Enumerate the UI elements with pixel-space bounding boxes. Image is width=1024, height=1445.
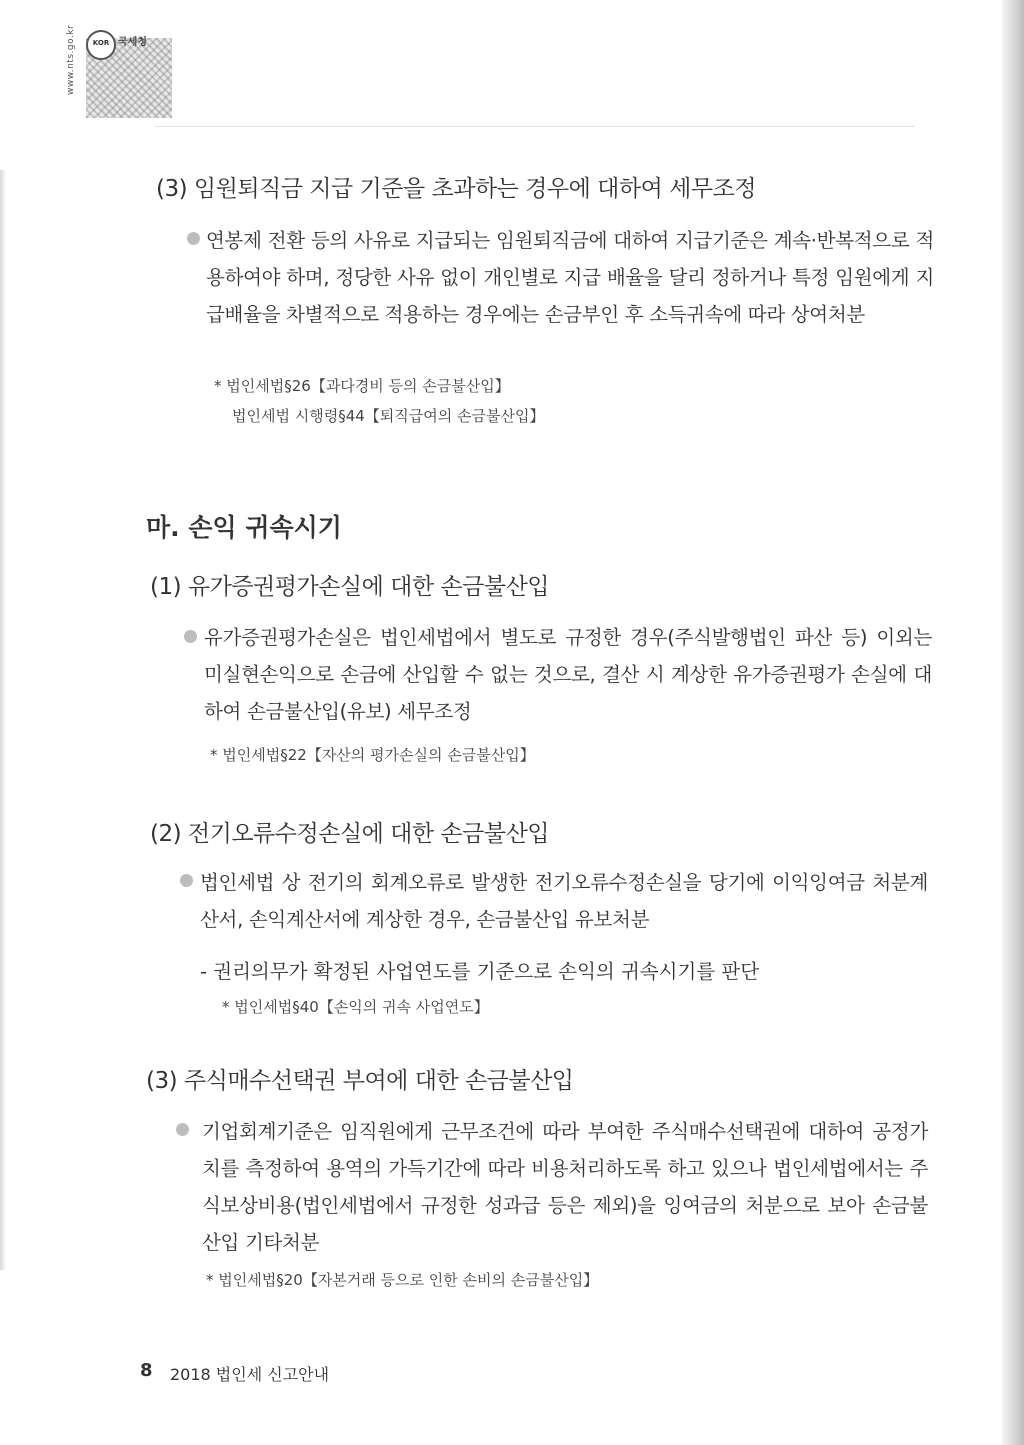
header-divider xyxy=(155,126,915,127)
logo-url: www.nts.go.kr xyxy=(66,24,76,95)
logo-name: 국세청 xyxy=(118,37,147,48)
page-number: 8 xyxy=(140,1360,153,1381)
bullet-icon xyxy=(180,874,193,887)
page-binding-shadow xyxy=(0,170,6,1270)
paragraph-securities: 유가증권평가손실은 법인세법에서 별도로 규정한 경우(주식발행법인 파산 등) 이외는 미실현손익으로 손금에 산입할 수 없는 것으로, 결산 시 계상한 유가증권평가 손실에 대하여 손금불산입(유보) 세무조정 xyxy=(204,626,932,723)
section-heading-stock-options: (3) 주식매수선택권 부여에 대한 손금불산입 xyxy=(146,1068,574,1094)
bullet-icon xyxy=(176,1123,189,1136)
legal-note: 법인세법 시행령§44【퇴직급여의 손금불산입】 xyxy=(232,407,545,425)
legal-note: * 법인세법§20【자본거래 등으로 인한 손비의 손금불산입】 xyxy=(206,1271,599,1289)
section-heading-retirement: (3) 임원퇴직금 지급 기준을 초과하는 경우에 대하여 세무조정 xyxy=(156,176,756,202)
footer-title: 2018 법인세 신고안내 xyxy=(170,1365,330,1384)
legal-note: * 법인세법§26【과다경비 등의 손금불산입】 xyxy=(214,377,510,395)
legal-note: * 법인세법§22【자산의 평가손실의 손금불산입】 xyxy=(210,746,535,764)
paragraph-retirement: 연봉제 전환 등의 사유로 지급되는 임원퇴직금에 대하여 지급기준은 계속·반복적으로 적용하여야 하며, 정당한 사유 없이 개인별로 지급 배율을 달리 정하거나 특정 임원에게 지급배율을 차별적으로 적용하는 경우에는 손금부인 후 소득귀속에 따라 상여처분 xyxy=(206,229,934,326)
bullet-icon xyxy=(187,232,200,245)
page-edge-shadow xyxy=(1002,0,1024,1445)
paragraph-stock-options: 기업회계기준은 임직원에게 근무조건에 따라 부여한 주식매수선택권에 대하여 공정가치를 측정하여 용역의 가득기간에 따라 비용처리하도록 하고 있으나 법인세법에서는 주식보상비용(법인세법에서 규정한 성과급 등은 제외)을 잉여금의 처분으로 보아 손금불산입 기타처분 xyxy=(202,1120,928,1254)
dash-item: - 권리의무가 확정된 사업연도를 기준으로 손익의 귀속시기를 판단 xyxy=(200,960,760,983)
paragraph-prior-error: 법인세법 상 전기의 회계오류로 발생한 전기오류수정손실을 당기에 이익잉여금 처분계산서, 손익계산서에 계상한 경우, 손금불산입 유보처분 xyxy=(200,871,928,931)
section-title-income-timing: 마. 손익 귀속시기 xyxy=(146,513,342,542)
legal-note: * 법인세법§40【손익의 귀속 사업연도】 xyxy=(222,998,489,1016)
nts-emblem-icon: KOR xyxy=(86,30,116,60)
section-heading-prior-error: (2) 전기오류수정손실에 대한 손금불산입 xyxy=(150,821,550,847)
section-heading-securities: (1) 유가증권평가손실에 대한 손금불산입 xyxy=(150,574,550,600)
bullet-icon xyxy=(184,630,197,643)
